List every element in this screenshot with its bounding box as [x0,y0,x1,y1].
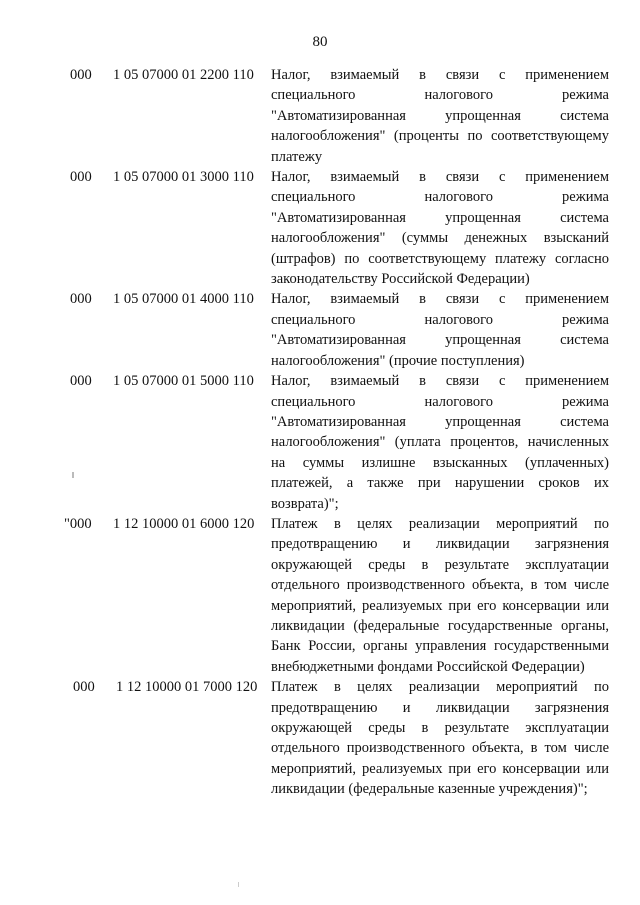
description-line: законодательству Российской Федерации) [271,271,530,288]
description-line: ликвидации (федеральные казенные учреждения)"; [271,781,588,798]
description-line: Налог, взимаемый в связи с применением [271,169,609,186]
description-line: Платеж в целях реализации мероприятий по [271,515,609,532]
description-line: отдельного производственного объекта, в том числе [271,577,609,594]
admin-code: 000 [70,169,92,186]
description-line: предотвращению и ликвидации загрязнения [271,699,609,716]
description-line: возврата)"; [271,495,339,512]
description-line: Банк России, органы управления государственными [271,638,609,655]
entry-description [271,289,609,371]
budget-classification-code: 1 05 07000 01 2200 110 [113,67,254,83]
list-item [0,514,640,677]
budget-code-list [0,65,640,800]
description-line: окружающей среды в результате эксплуатации [271,556,609,573]
list-item [0,65,640,167]
page-number: 80 [312,34,328,50]
scan-artifact [72,472,74,478]
description-line: отдельного производственного объекта, в том числе [271,740,609,757]
budget-classification-code: 1 05 07000 01 3000 110 [113,169,254,186]
description-line: мероприятий, реализуемых при его консервации или [271,760,609,777]
description-line: Налог, взимаемый в связи с применением [271,67,609,83]
description-line: налогообложения" (суммы денежных взысканий [271,230,609,247]
description-line: предотвращению и ликвидации загрязнения [271,536,609,553]
list-item [0,167,640,289]
description-line: Платеж в целях реализации мероприятий по [271,679,609,696]
description-line: внебюджетными фондами Российской Федерации) [271,658,585,675]
budget-classification-code: 1 12 10000 01 7000 120 [116,679,258,696]
budget-classification-code: 1 12 10000 01 6000 120 [113,515,255,532]
description-line: (штрафов) по соответствующему платежу согласно [271,250,609,267]
description-line: "Автоматизированная упрощенная система [271,413,609,430]
list-item [0,289,640,371]
entry-description [271,65,609,167]
scan-artifact [238,882,239,887]
description-line: на суммы излишне взысканных (уплаченных) [271,454,609,471]
description-line: налогообложения" (прочие поступления) [271,352,525,369]
admin-code: 000 [70,373,92,390]
entry-description [271,167,609,289]
description-line: Налог, взимаемый в связи с применением [271,373,609,390]
list-item [0,371,640,514]
admin-code: 000 [70,67,92,83]
description-line: "Автоматизированная упрощенная система [271,107,609,124]
description-line: налогообложения" (проценты по соответствующему [271,128,609,145]
description-line: ликвидации (федеральные государственные органы, [271,617,609,634]
entry-description [271,371,609,514]
description-line: специального налогового режима [271,87,609,104]
description-line: "Автоматизированная упрощенная система [271,209,609,226]
description-line: платежу [271,148,323,165]
budget-classification-code: 1 05 07000 01 4000 110 [113,291,254,308]
budget-classification-code: 1 05 07000 01 5000 110 [113,373,254,390]
admin-code: 000 [70,291,92,308]
description-line: налогообложения" (уплата процентов, начисленных [271,434,609,451]
list-item [0,677,640,799]
description-line: специального налогового режима [271,311,609,328]
description-line: мероприятий, реализуемых при его консервации или [271,597,609,614]
description-line: специального налогового режима [271,189,609,206]
entry-description [271,677,609,799]
description-line: платежей, а также при нарушении сроков их [271,475,609,492]
entry-description [271,514,609,677]
admin-code: "000 [64,515,92,532]
description-line: Налог, взимаемый в связи с применением [271,291,609,308]
admin-code: 000 [73,679,95,696]
description-line: специального налогового режима [271,393,609,410]
description-line: "Автоматизированная упрощенная система [271,332,609,349]
description-line: окружающей среды в результате эксплуатации [271,720,609,736]
